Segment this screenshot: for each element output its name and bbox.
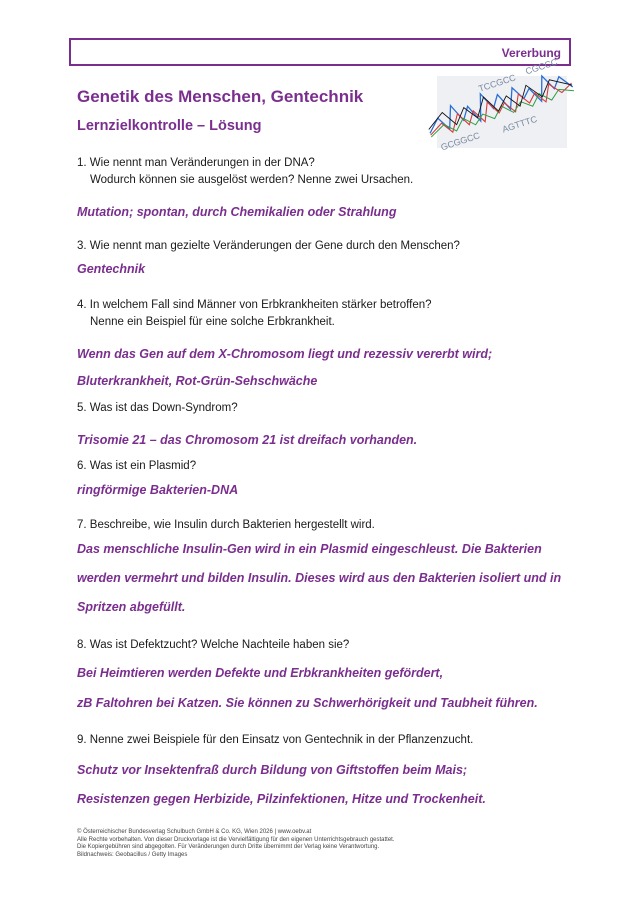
dna-letters-4: CGCCC bbox=[524, 56, 559, 77]
answer-1: Mutation; spontan, durch Chemikalien oder Strahlung bbox=[77, 205, 397, 219]
question-1-line-2: Wodurch können sie ausgelöst werden? Nenne zwei Ursachen. bbox=[90, 174, 414, 186]
topic-tag: Vererbung bbox=[501, 46, 561, 60]
question-5-line-1: 5. Was ist das Down-Syndrom? bbox=[77, 402, 238, 414]
answer-9-line-2: Resistenzen gegen Herbizide, Pilzinfektionen, Hitze und Trockenheit. bbox=[77, 792, 486, 806]
question-4-line-1: 4. In welchem Fall sind Männer von Erbkrankheiten stärker betroffen? bbox=[77, 299, 432, 311]
question-4-line-2: Nenne ein Beispiel für eine solche Erbkrankheit. bbox=[90, 316, 335, 328]
question-3 bbox=[77, 238, 460, 255]
question-5 bbox=[77, 400, 238, 417]
footer-line-3: Die Kopiergebühren sind abgegolten. Für Veränderungen durch Dritte übernimmt der Verlag keine Verantwortung. bbox=[77, 844, 380, 850]
answer-8-line-1: Bei Heimtieren werden Defekte und Erbkrankheiten gefördert, bbox=[77, 666, 444, 680]
answer-7-line-2: werden vermehrt und bilden Insulin. Dieses wird aus den Bakterien isoliert und in bbox=[77, 571, 562, 585]
question-7-line-1: 7. Beschreibe, wie Insulin durch Bakterien hergestellt wird. bbox=[77, 519, 375, 531]
page-subtitle: Lernzielkontrolle – Lösung bbox=[77, 118, 262, 134]
question-7 bbox=[77, 517, 375, 534]
question-6-line-1: 6. Was ist ein Plasmid? bbox=[77, 460, 197, 472]
dna-letters-2: TCCGCC bbox=[477, 72, 517, 94]
question-3-line-1: 3. Wie nennt man gezielte Veränderungen der Gene durch den Menschen? bbox=[77, 240, 460, 252]
question-8 bbox=[77, 637, 349, 654]
question-4 bbox=[77, 297, 432, 331]
copyright-footer bbox=[77, 829, 395, 859]
question-8-line-1: 8. Was ist Defektzucht? Welche Nachteile haben sie? bbox=[77, 639, 350, 651]
answer-4-line-2: Bluterkrankheit, Rot-Grün-Sehschwäche bbox=[77, 374, 318, 388]
header-box bbox=[69, 38, 571, 66]
answer-4-line-1: Wenn das Gen auf dem X-Chromosom liegt und rezessiv vererbt wird; bbox=[77, 347, 493, 361]
dna-letters-1: GCGGCC bbox=[439, 130, 482, 153]
dna-sequence-image bbox=[437, 56, 567, 153]
answer-8-line-2: zB Faltohren bei Katzen. Sie können zu Schwerhörigkeit und Taubheit führen. bbox=[77, 696, 538, 710]
question-6 bbox=[77, 458, 196, 475]
answer-9-line-1: Schutz vor Insektenfraß durch Bildung von Giftstoffen beim Mais; bbox=[77, 763, 468, 777]
footer-line-1: © Österreichischer Bundesverlag Schulbuch GmbH & Co. KG, Wien 2026 | www.oebv.at bbox=[77, 829, 312, 835]
dna-letters-3: AGTTTC bbox=[500, 113, 539, 135]
question-1-line-1: 1. Wie nennt man Veränderungen in der DNA? bbox=[77, 157, 315, 169]
footer-line-2: Alle Rechte vorbehalten. Von dieser Druckvorlage ist die Vervielfältigung für den eigenen Unterrichtsgebrauch gestattet. bbox=[77, 836, 395, 843]
question-1 bbox=[77, 155, 413, 189]
answer-5: Trisomie 21 – das Chromosom 21 ist dreifach vorhanden. bbox=[77, 433, 418, 447]
answer-6: ringförmige Bakterien-DNA bbox=[77, 483, 239, 497]
answer-7-line-1: Das menschliche Insulin-Gen wird in ein Plasmid eingeschleust. Die Bakterien bbox=[77, 542, 542, 556]
answer-7-line-3: Spritzen abgefüllt. bbox=[77, 600, 186, 614]
page-title: Genetik des Menschen, Gentechnik bbox=[77, 87, 364, 106]
question-9 bbox=[77, 732, 473, 749]
footer-line-4: Bildnachweis: Geobacillus / Getty Images bbox=[77, 851, 188, 858]
answer-3: Gentechnik bbox=[77, 262, 146, 276]
question-9-line-1: 9. Nenne zwei Beispiele für den Einsatz von Gentechnik in der Pflanzenzucht. bbox=[77, 734, 474, 746]
dna-chromatogram-graphic bbox=[437, 56, 567, 153]
